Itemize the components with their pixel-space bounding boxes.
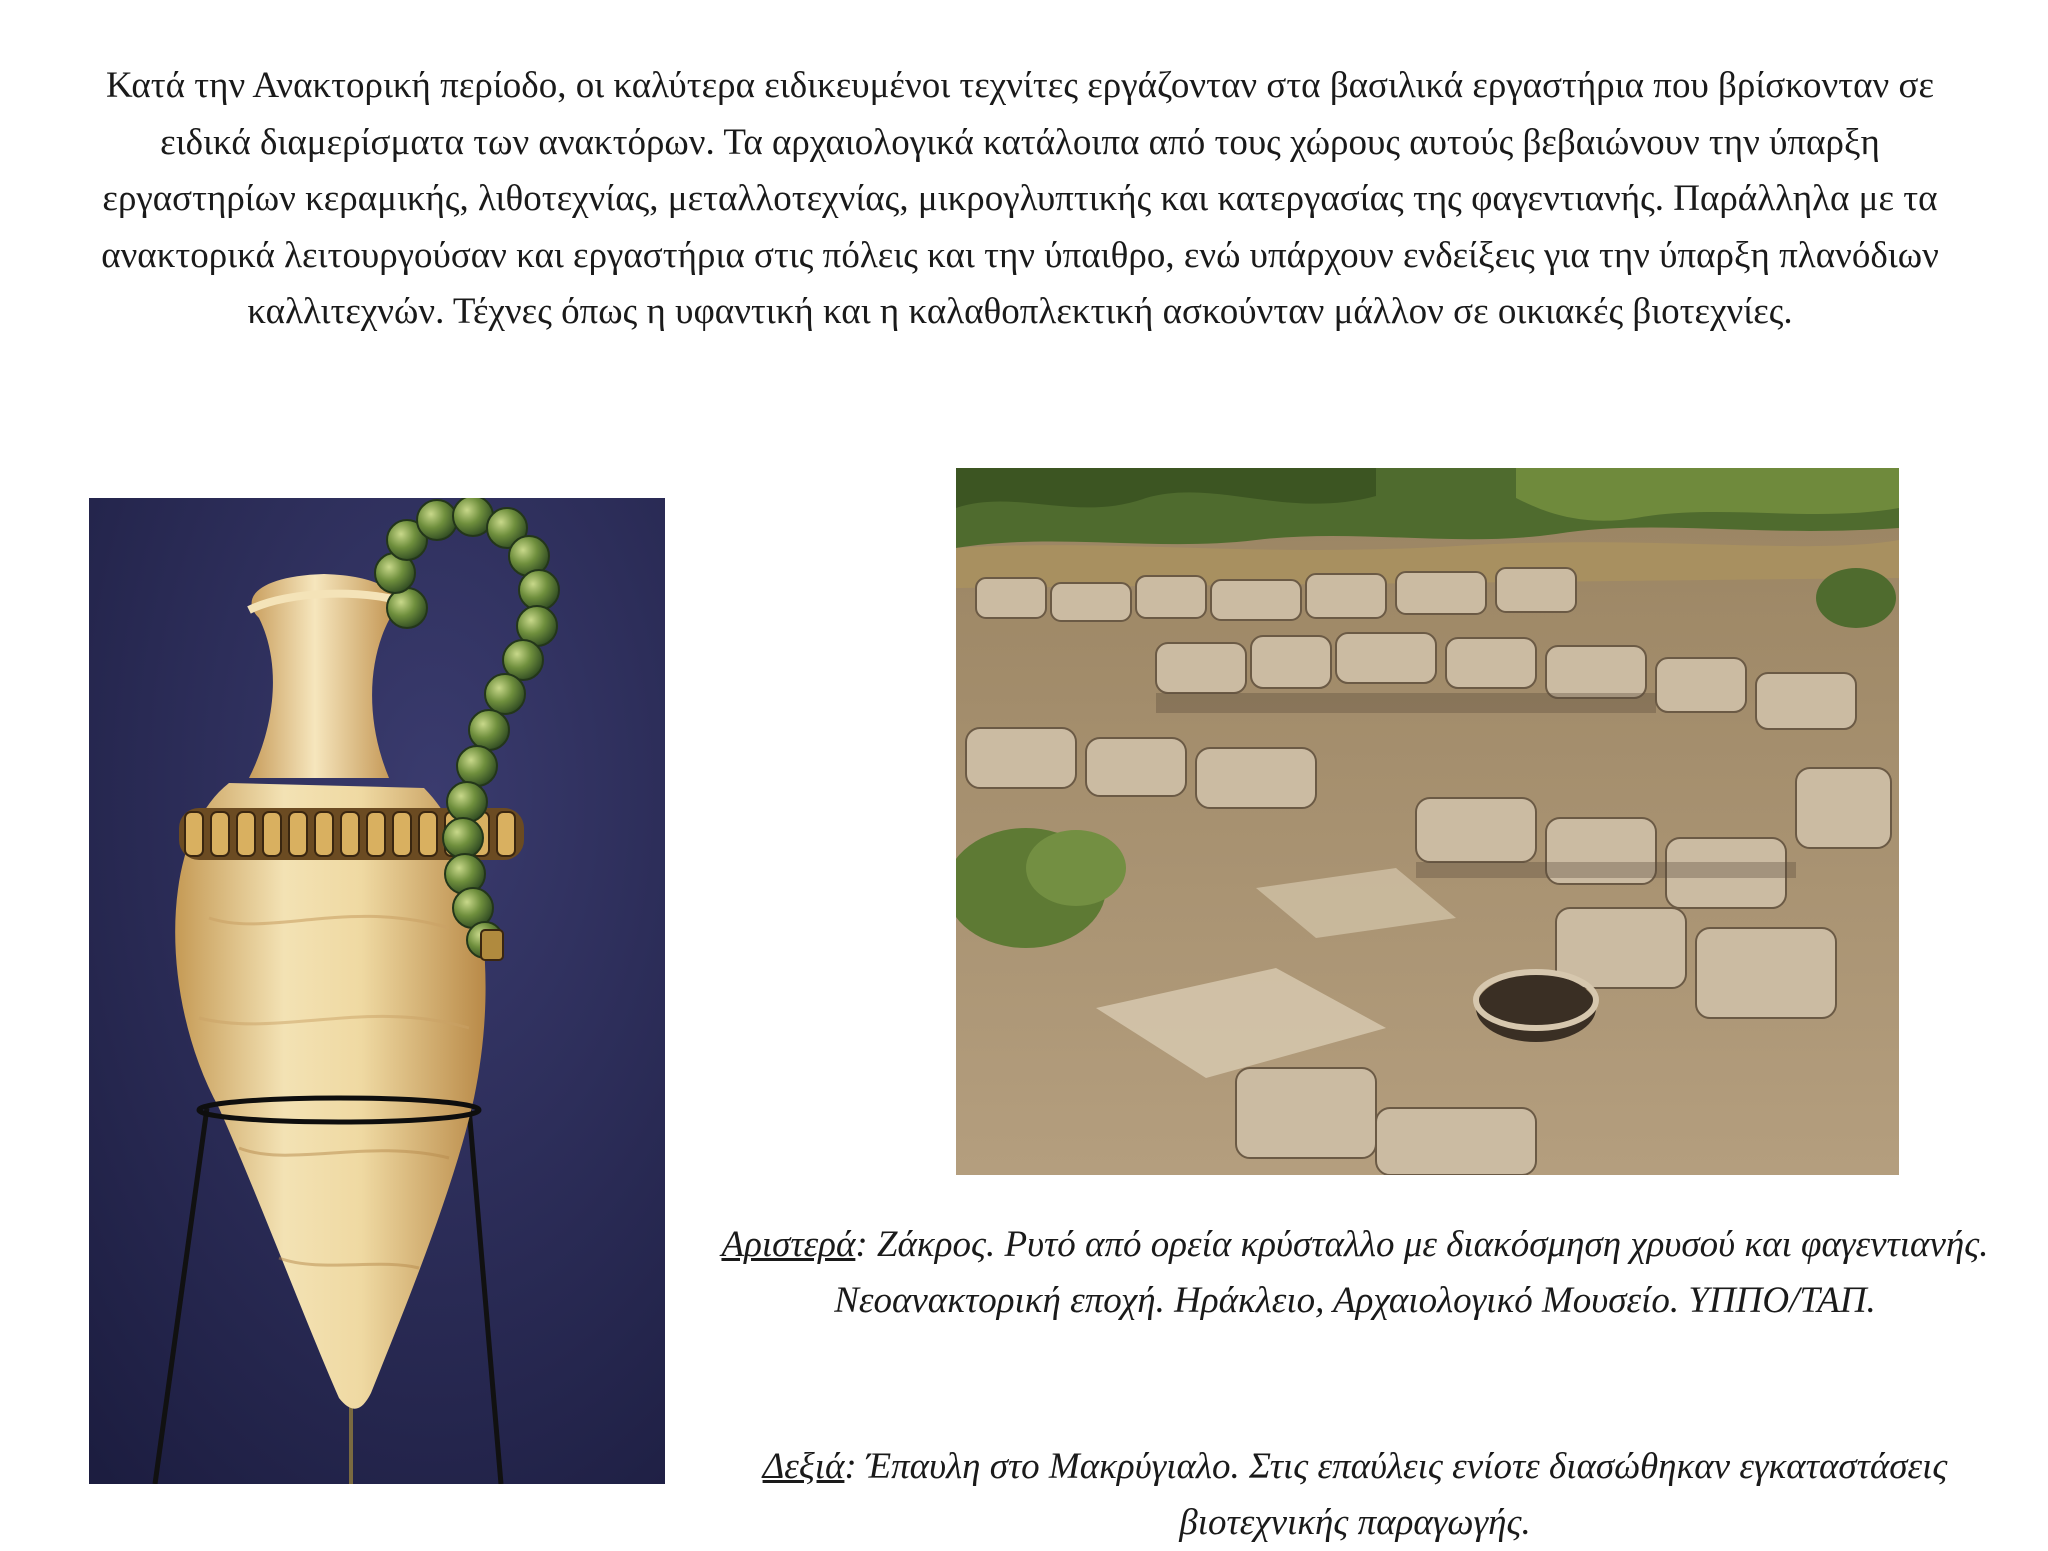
caption-right [700, 1439, 2010, 1551]
villa-ruins-photo [956, 468, 1899, 1175]
caption-right-lead: Δεξιά [762, 1446, 845, 1487]
caption-left-text: : Ζάκρος. Ρυτό από ορεία κρύσταλλο με διακόσμηση χρυσού και φαγεντιανής. Νεοανακτορική εποχή. Ηράκλειο, Αρχαιολογικό Μουσείο. ΥΠΠΟ/ΤΑΠ. [834, 1224, 1989, 1321]
intro-paragraph: Κατά την Ανακτορική περίοδο, οι καλύτερα ειδικευμένοι τεχνίτες εργάζονταν στα βασιλικά εργαστήρια που βρίσκονταν σε ειδικά διαμερίσματα των ανακτόρων. Τα αρχαιολογικά κατάλοιπα από τους χώρους αυτούς βεβαιώνουν την ύπαρξη εργαστηρίων κεραμικής, λιθοτεχνίας, μεταλλοτεχνίας, μικρογλυπτικής και κατεργασίας της φαγεντιανής. Παράλληλα με τα ανακτορικά λειτουργούσαν και εργαστήρια στις πόλεις και την ύπαιθρο, ενώ υπάρχουν ενδείξεις για την ύπαρξη πλανόδιων καλλιτεχνών. Τέχνες όπως η υφαντική και η καλαθοπλεκτική ασκούνταν μάλλον σε οικιακές βιοτεχνίες. [101, 65, 1939, 332]
caption-left [700, 1217, 2010, 1329]
caption-right-text: : Έπαυλη στο Μακρύγιαλο. Στις επαύλεις ενίοτε διασώθηκαν εγκαταστάσεις βιοτεχνικής παραγωγής. [844, 1446, 1948, 1543]
caption-left-lead: Αριστερά [721, 1224, 856, 1265]
rhyton-photo [89, 498, 665, 1484]
